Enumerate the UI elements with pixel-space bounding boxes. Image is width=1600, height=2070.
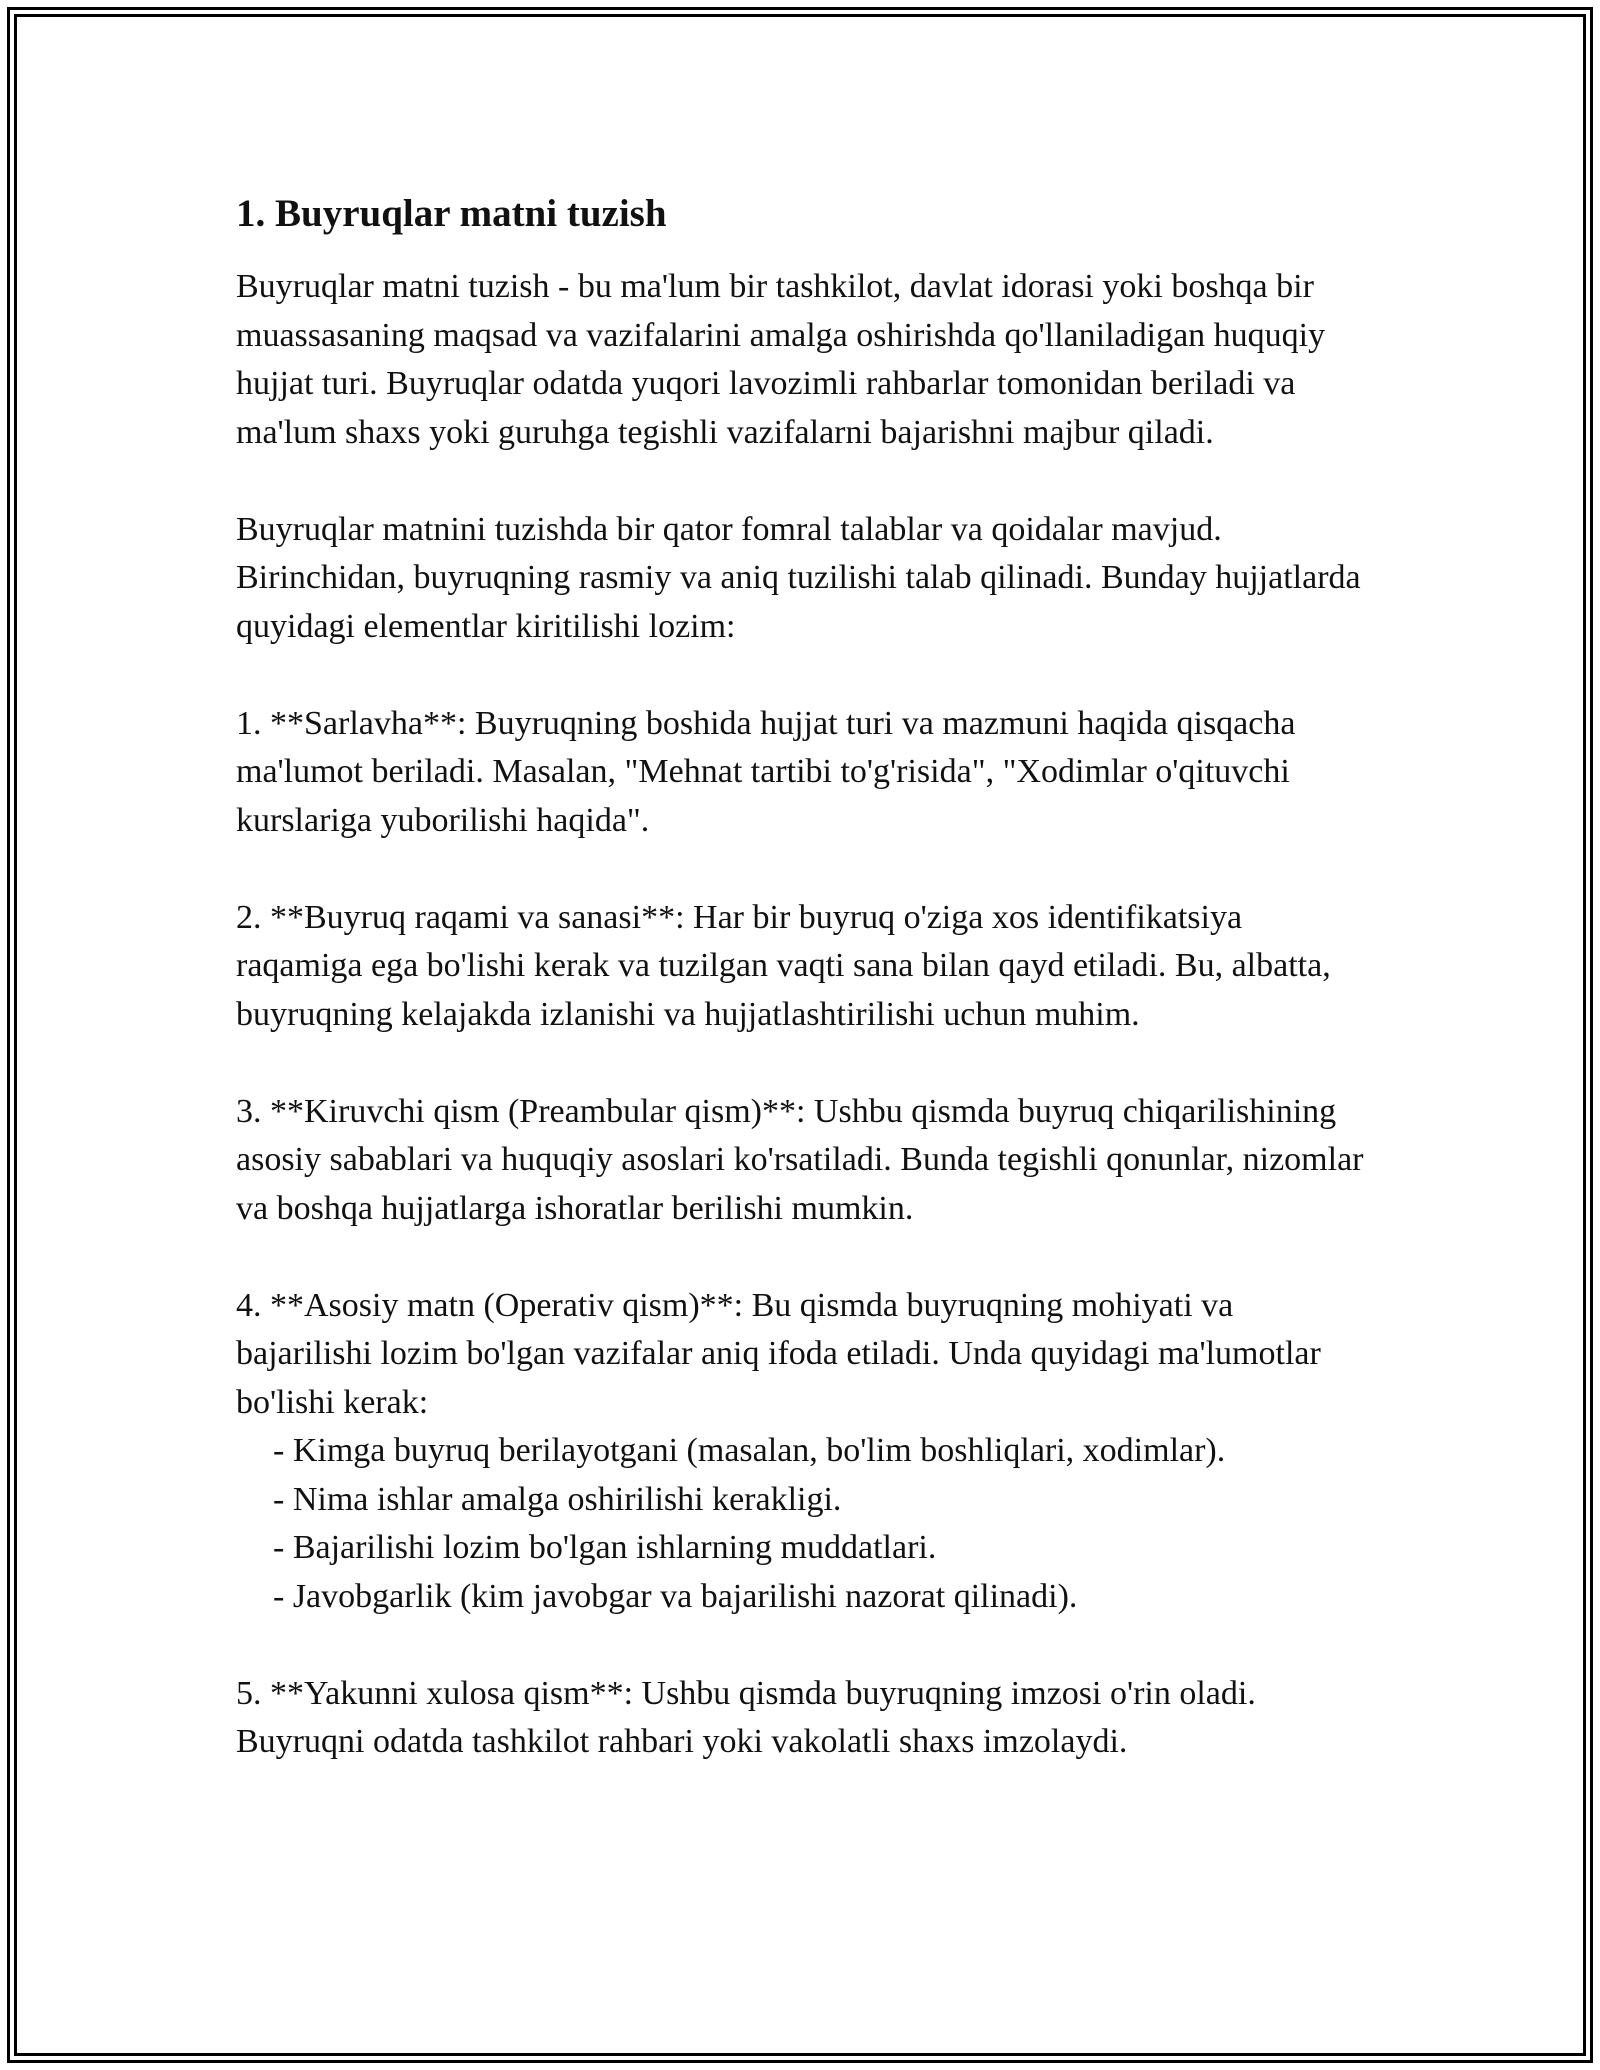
bullet-item: - Kimga buyruq berilayotgani (masalan, bo'lim boshliqlari, xodimlar). <box>273 1432 1226 1469</box>
paragraph-spacer <box>236 845 1366 894</box>
requirements-paragraph: Buyruqlar matnini tuzishda bir qator fomral talablar va qoidalar mavjud. Birinchidan, buyruqning rasmiy va aniq tuzilishi talab qilinadi. Bunday hujjatlarda quyidagi elementlar kiritilishi lozim: <box>236 510 1361 645</box>
item-sarlavha: 1. **Sarlavha**: Buyruqning boshida hujjat turi va mazmuni haqida qisqacha ma'lumot beriladi. Masalan, "Mehnat tartibi to'g'risida", "Xodimlar o'qituvchi kurslariga yuborilishi haqida". <box>236 704 1296 839</box>
paragraph-spacer <box>236 1621 1366 1670</box>
intro-paragraph: Buyruqlar matni tuzish - bu ma'lum bir tashkilot, davlat idorasi yoki boshqa bir muassasaning maqsad va vazifalarini amalga oshirishda qo'llaniladigan huquqiy hujjat turi. Buyruqlar odatda yuqori lavozimli rahbarlar tomonidan beriladi va ma'lum shaxs yoki guruhga tegishli vazifalarni bajarishni majbur qiladi. <box>236 268 1326 451</box>
paragraph-spacer <box>236 651 1366 700</box>
item-asosiy-matn: 4. **Asosiy matn (Operativ qism)**: Bu qismda buyruqning mohiyati va bajarilishi lozim bo'lgan vazifalar aniq ifoda etiladi. Unda quyidagi ma'lumotlar bo'lishi kerak: <box>236 1286 1321 1421</box>
bullet-item: - Bajarilishi lozim bo'lgan ishlarning muddatlari. <box>273 1529 937 1566</box>
item-buyruq-raqami: 2. **Buyruq raqami va sanasi**: Har bir buyruq o'ziga xos identifikatsiya raqamiga ega bo'lishi kerak va tuzilgan vaqti sana bilan qayd etiladi. Bu, albatta, buyruqning kelajakda izlanishi va hujjatlashtirilishi uchun muhim. <box>236 898 1331 1033</box>
bullet-item: - Javobgarlik (kim javobgar va bajarilishi nazorat qilinadi). <box>273 1577 1078 1615</box>
document-title: 1. Buyruqlar matni tuzish <box>236 192 667 235</box>
bullet-item: - Nima ishlar amalga oshirilishi kerakligi. <box>273 1480 842 1518</box>
document-body <box>236 188 1366 1767</box>
paragraph-spacer <box>236 457 1366 506</box>
paragraph-spacer <box>236 1039 1366 1088</box>
paragraph-spacer <box>236 1233 1366 1282</box>
item-kiruvchi-qism: 3. **Kiruvchi qism (Preambular qism)**: Ushbu qismda buyruq chiqarilishining asosiy sabablari va huquqiy asoslari ko'rsatiladi. Bunda tegishli qonunlar, nizomlar va boshqa hujjatlarga ishoratlar berilishi mumkin. <box>236 1092 1364 1227</box>
item-yakunni-xulosa: 5. **Yakunni xulosa qism**: Ushbu qismda buyruqning imzosi o'rin oladi. Buyruqni odatda tashkilot rahbari yoki vakolatli shaxs imzolaydi. <box>236 1674 1256 1760</box>
